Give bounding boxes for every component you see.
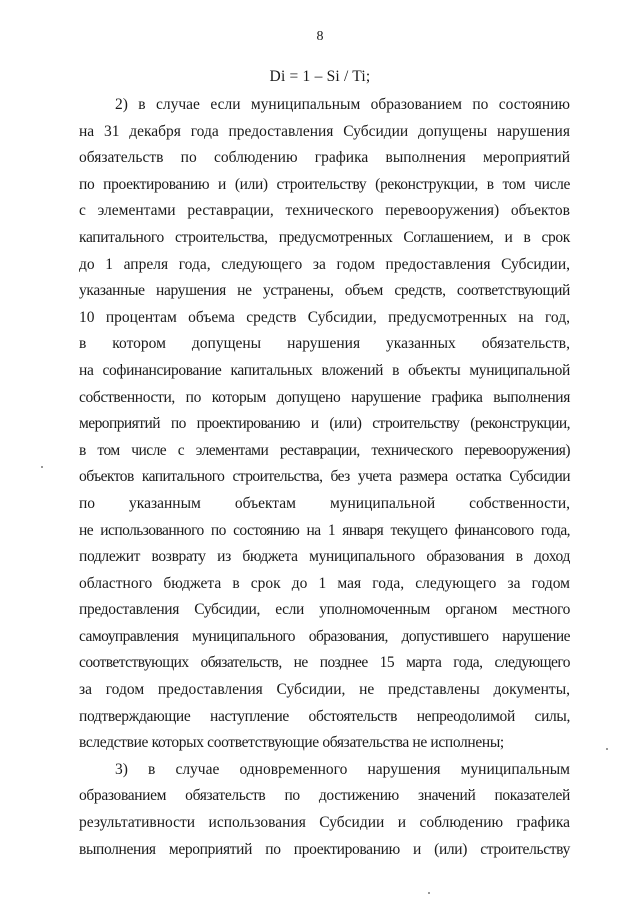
text-line: за годом предоставления Субсидии, не представлены документы, <box>79 681 570 699</box>
text-line: на 31 декабря года предоставления Субсидии допущены нарушения <box>79 122 570 140</box>
page-number: 8 <box>316 29 324 44</box>
formula: Di = 1 – Si / Ti; <box>269 68 371 85</box>
scan-speck <box>41 466 43 468</box>
text-line: по указанным объектам муниципальной собственности, <box>79 494 570 512</box>
text-line: в том числе с элементами реставрации, технического перевооружения) <box>79 441 570 459</box>
text-line: обязательств по соблюдению графика выполнения мероприятий <box>79 149 570 167</box>
text-line: вследствие которых соответствующие обязательства не исполнены; <box>79 734 504 752</box>
scan-speck <box>606 748 608 750</box>
text-line: с элементами реставрации, технического перевооружения) объектов <box>79 202 570 220</box>
text-line: самоуправления муниципального образования, допустившего нарушение <box>79 627 570 645</box>
text-line: предоставления Субсидии, если уполномоченным органом местного <box>79 601 570 619</box>
text-line: образованием обязательств по достижению значений показателей <box>79 787 570 805</box>
text-line: областного бюджета в срок до 1 мая года, следующего за годом <box>79 574 570 592</box>
text-line: подтверждающие наступление обстоятельств непреодолимой силы, <box>79 707 570 725</box>
text-line: 3) в случае одновременного нарушения муниципальным <box>115 760 570 778</box>
text-line: объектов капитального строительства, без учета размера остатка Субсидии <box>79 468 570 486</box>
text-line: подлежит возврату из бюджета муниципального образования в доход <box>79 548 570 566</box>
text-line: выполнения мероприятий по проектированию и (или) строительству <box>79 840 570 858</box>
text-line: указанные нарушения не устранены, объем средств, соответствующий <box>79 282 570 300</box>
text-line: 2) в случае если муниципальным образованием по состоянию <box>115 96 570 113</box>
text-line: на софинансирование капитальных вложений в объекты муниципальной <box>79 361 570 379</box>
text-line: не использованного по состоянию на 1 января текущего финансового года, <box>79 521 570 539</box>
text-line: до 1 апреля года, следующего за годом предоставления Субсидии, <box>79 255 570 273</box>
text-line: капитального строительства, предусмотренных Соглашением, и в срок <box>79 228 570 246</box>
text-line: 10 процентам объема средств Субсидии, предусмотренных на год, <box>79 308 570 326</box>
text-line: результативности использования Субсидии и соблюдению графика <box>79 814 570 832</box>
body-text <box>79 92 570 863</box>
scan-speck <box>428 892 430 894</box>
text-line: собственности, по которым допущено нарушение графика выполнения <box>79 388 570 406</box>
text-line: в котором допущены нарушения указанных обязательств, <box>79 335 570 353</box>
text-line: по проектированию и (или) строительству (реконструкции, в том числе <box>79 175 570 193</box>
text-line: мероприятий по проектированию и (или) строительству (реконструкции, <box>79 415 570 433</box>
text-line: соответствующих обязательств, не позднее 15 марта года, следующего <box>79 654 570 672</box>
